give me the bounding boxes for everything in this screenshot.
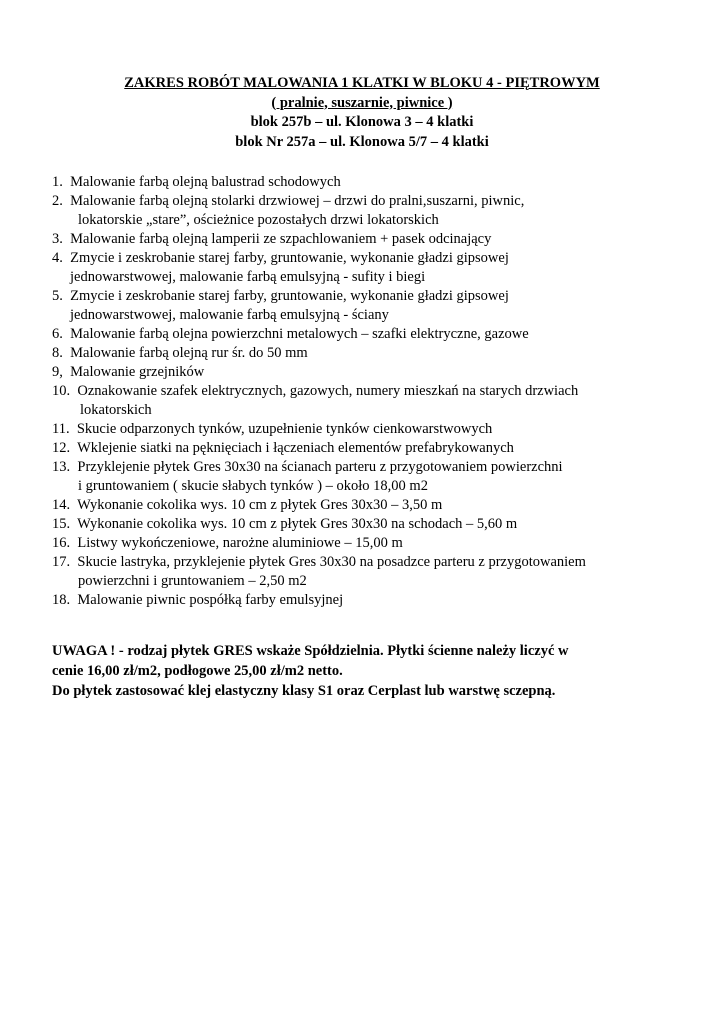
list-item-number: 3. [52, 231, 63, 247]
list-item [52, 230, 692, 249]
list-item-number: 2. [52, 193, 63, 209]
list-item [52, 420, 692, 439]
list-item [52, 591, 692, 610]
list-item-number: 16. [52, 535, 71, 551]
list-item-first-line [52, 496, 692, 515]
list-item-number: 8. [52, 345, 63, 361]
list-item-first-line [52, 249, 692, 268]
list-item-text: Wklejenie siatki na pęknięciach i łączeniach elementów prefabrykowanych [77, 440, 514, 456]
list-item-number: 10. [52, 383, 71, 399]
list-item-number: 1. [52, 174, 63, 190]
list-item [52, 515, 692, 534]
list-item-text: Malowanie farbą olejną stolarki drzwiowej – drzwi do pralni,suszarni, piwnic, [70, 193, 525, 209]
list-item-first-line [52, 534, 692, 553]
list-item-text: Zmycie i zeskrobanie starej farby, gruntowanie, wykonanie gładzi gipsowej [70, 288, 509, 304]
remark-line-2: cenie 16,00 zł/m2, podłogowe 25,00 zł/m2 netto. [52, 663, 343, 679]
list-item-text: Malowanie farbą olejną lamperii ze szpachlowaniem + pasek odcinający [70, 231, 492, 247]
list-item-first-line [52, 363, 692, 382]
list-item-number: 5. [52, 288, 63, 304]
list-item-first-line [52, 458, 692, 477]
block-257b-line: blok 257b – ul. Klonowa 3 – 4 klatki [250, 114, 474, 130]
list-item-first-line [52, 230, 692, 249]
list-item-first-line [52, 591, 692, 610]
list-item-number: 12. [52, 440, 71, 456]
list-item-number: 13. [52, 459, 71, 475]
list-item [52, 553, 692, 591]
list-item [52, 363, 692, 382]
list-item-first-line [52, 515, 692, 534]
list-item-text: Malowanie farbą olejna powierzchni metalowych – szafki elektryczne, gazowe [70, 326, 529, 342]
list-item-continuation: jednowarstwowej, malowanie farbą emulsyjną - ściany [70, 307, 389, 323]
list-item-first-line [52, 439, 692, 458]
list-item-text: Zmycie i zeskrobanie starej farby, gruntowanie, wykonanie gładzi gipsowej [70, 250, 509, 266]
list-item-continuation: lokatorskie „stare”, ościeżnice pozostałych drzwi lokatorskich [78, 212, 439, 228]
list-item-continuation: lokatorskich [80, 402, 152, 418]
list-item [52, 534, 692, 553]
list-item [52, 192, 692, 230]
list-item [52, 325, 692, 344]
list-item-text: Malowanie farbą olejną rur śr. do 50 mm [70, 345, 308, 361]
list-item-number: 17. [52, 554, 71, 570]
list-item [52, 344, 692, 363]
list-item-first-line [52, 192, 692, 211]
list-item [52, 287, 692, 325]
list-item-text: Oznakowanie szafek elektrycznych, gazowych, numery mieszkań na starych drzwiach [77, 383, 579, 399]
list-item-number: 11. [52, 421, 70, 437]
block-257a-line: blok Nr 257a – ul. Klonowa 5/7 – 4 klatki [235, 133, 489, 150]
remark-line-1: UWAGA ! - rodzaj płytek GRES wskaże Spółdzielnia. Płytki ścienne należy liczyć w [52, 643, 569, 659]
list-item-first-line [52, 382, 692, 401]
list-item [52, 173, 692, 192]
work-scope-list [52, 173, 692, 610]
list-item-number: 4. [52, 250, 63, 266]
list-item-first-line [52, 553, 692, 572]
list-item-number: 14. [52, 497, 71, 513]
list-item-text: Skucie odparzonych tynków, uzupełnienie tynków cienkowarstwowych [76, 421, 493, 437]
remark-line-3: Do płytek zastosować klej elastyczny klasy S1 oraz Cerplast lub warstwę sczepną. [52, 683, 556, 699]
list-item [52, 382, 692, 420]
list-item-first-line [52, 420, 692, 439]
list-item-first-line [52, 325, 692, 344]
list-item-text: Wykonanie cokolika wys. 10 cm z płytek Gres 30x30 – 3,50 m [77, 497, 443, 513]
list-item-number: 6. [52, 326, 63, 342]
list-item-text: Listwy wykończeniowe, narożne aluminiowe – 15,00 m [77, 535, 403, 551]
list-item-number: 18. [52, 592, 71, 608]
list-item-text: Malowanie piwnic pospółką farby emulsyjnej [77, 592, 344, 608]
list-item [52, 496, 692, 515]
document-title: ZAKRES ROBÓT MALOWANIA 1 KLATKI W BLOKU 4 - PIĘTROWYM [124, 75, 600, 91]
list-item-first-line [52, 344, 692, 363]
list-item-first-line [52, 287, 692, 306]
list-item-continuation: powierzchni i gruntowaniem – 2,50 m2 [78, 573, 307, 589]
list-item-text: Malowanie farbą olejną balustrad schodowych [70, 174, 341, 190]
list-item [52, 458, 692, 496]
list-item-text: Wykonanie cokolika wys. 10 cm z płytek Gres 30x30 na schodach – 5,60 m [77, 516, 518, 532]
list-item-first-line [52, 173, 692, 192]
remark-note [52, 641, 702, 701]
list-item-number: 15. [52, 516, 71, 532]
list-item-text: Malowanie grzejników [70, 364, 205, 380]
list-item-text: Skucie lastryka, przyklejenie płytek Gres 30x30 na posadzce parteru z przygotowaniem [77, 554, 586, 570]
list-item-text: Przyklejenie płytek Gres 30x30 na ścianach parteru z przygotowaniem powierzchni [77, 459, 563, 475]
document-header [0, 74, 724, 152]
document-subtitle: ( pralnie, suszarnie, piwnice ) [271, 94, 453, 111]
list-item-continuation: jednowarstwowej, malowanie farbą emulsyjną - sufity i biegi [70, 269, 426, 285]
list-item-number: 9, [52, 364, 63, 380]
list-item [52, 249, 692, 287]
list-item [52, 439, 692, 458]
list-item-continuation: i gruntowaniem ( skucie słabych tynków ) – około 18,00 m2 [78, 478, 428, 494]
